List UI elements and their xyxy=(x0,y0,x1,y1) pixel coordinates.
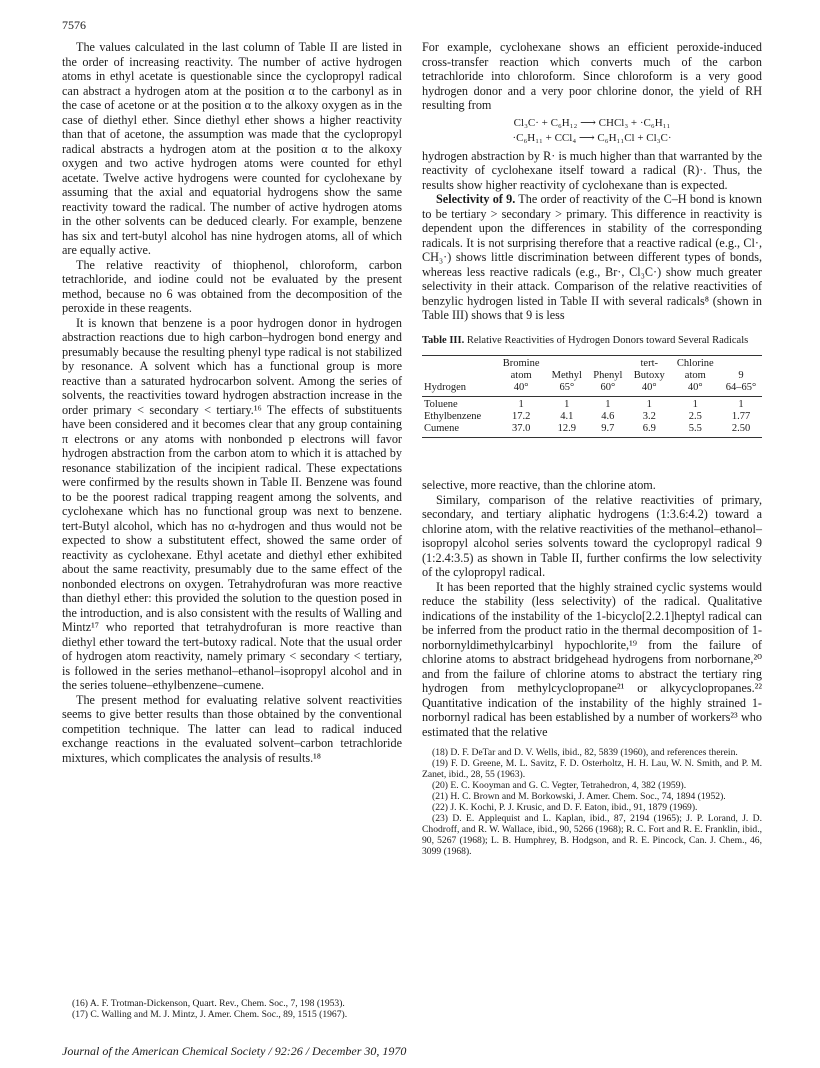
table-cell: Ethylbenzene xyxy=(424,411,482,422)
table-header-cell: Chlorine xyxy=(671,356,721,371)
table-cell: Toluene xyxy=(424,399,458,410)
table-cell: 4.1 xyxy=(560,411,574,422)
footnote: (23) D. E. Applequist and L. Kaplan, ibid., 87, 2194 (1965); J. P. Lorand, J. D. Chodroff, and R. W. Wallace, ibid., 90, 5266 (1968); R. C. Fort and R. E. Franklin, ibid., 90, 5267 (1968); L. B. Humphrey, B. Hodgson, and R. E. Pincock, Can. J. Chem., 46, 3099 (1968). xyxy=(422,813,762,857)
table-cell: 37.0 xyxy=(496,423,546,438)
table-cell: 2.5 xyxy=(688,411,702,422)
table-cell: 1 xyxy=(738,399,744,410)
equation: ·C₆H₁₁ + CCl₄ ⟶ C₆H₁₁Cl + Cl₃C· xyxy=(512,131,672,144)
table-header-row xyxy=(422,382,762,397)
journal-footer: Journal of the American Chemical Society / 92:26 / December 30, 1970 xyxy=(62,1044,407,1058)
table-row xyxy=(422,397,762,412)
left-column xyxy=(62,40,402,765)
table-header-cell: 40° xyxy=(628,382,670,397)
footnote: (22) J. K. Kochi, P. J. Krusic, and D. F. Eaton, ibid., 91, 1879 (1969). xyxy=(432,802,698,813)
table-header-row xyxy=(422,356,762,371)
data-table xyxy=(422,355,762,438)
table-cell: 1 xyxy=(605,399,611,410)
table-header-cell xyxy=(588,356,628,371)
section-heading: Selectivity of 9. xyxy=(436,192,516,206)
body-paragraph: It has been reported that the highly strained cyclic systems would reduce the stability (less selectivity) of the radical. Qualitative indications of the instability of the 1-bicyclo[2.2.1]heptyl radical can be inferred from the product ratio in the thermal decomposition of 1-norbornyldimethylcarbinyl hypochlorite,¹⁹ from the failure of chlorine atoms to abstract bridgehead hydrogens from norbornane,²⁰ and from the failure of chlorine atoms to abstract the tertiary ring hydrogen from methylcyclopropane²¹ or alkycyclopropanes.²² Quantitative indication of the instability of the highly strained 1-norbornyl radical has been established by a number of workers²³ who estimated that the relative xyxy=(422,579,762,739)
body-paragraph xyxy=(422,192,762,323)
table-cell: 4.6 xyxy=(601,411,615,422)
table-header-cell xyxy=(422,356,496,371)
table-header-cell: Butoxy xyxy=(633,370,665,381)
body-paragraph: selective, more reactive, than the chlorine atom. xyxy=(422,478,656,492)
left-footnotes xyxy=(62,998,402,1020)
table-cell: 1.77 xyxy=(731,411,751,422)
table-cell: Cumene xyxy=(422,423,496,438)
footnote: (16) A. F. Trotman-Dickenson, Quart. Rev., Chem. Soc., 7, 198 (1953). xyxy=(72,998,345,1009)
body-paragraph: Similary, comparison of the relative reactivities of primary, secondary, and tertiary aliphatic hydrogens (1:3.6:4.2) toward a chlorine atom, with the relative reactivities of the methanol–ethanol–isopropyl alcohol series solvents toward the cyclopropyl radical 9 (1:2.4:3.5) as shown in Table II, further confirms the low selectivity of the cylopropyl radical. xyxy=(422,492,762,579)
table-cell: 5.5 xyxy=(671,423,721,438)
chemical-equations xyxy=(422,116,762,146)
table-cell: 12.9 xyxy=(546,423,588,438)
table-header-cell: Hydrogen xyxy=(422,382,496,397)
footnote: (19) F. D. Greene, M. L. Savitz, F. D. Osterholtz, H. H. Lau, W. N. Smith, and P. M. Zanet, ibid., 28, 55 (1963). xyxy=(422,758,762,780)
table-header-cell: atom xyxy=(510,370,532,381)
table-header-cell: Phenyl xyxy=(593,370,623,381)
table-row xyxy=(422,423,762,438)
table-header-cell: atom xyxy=(684,370,706,381)
table-header-cell: 64–65° xyxy=(720,382,762,397)
table-cell: 2.50 xyxy=(720,423,762,438)
table-header-cell: tert- xyxy=(628,356,670,371)
table-cell: 6.9 xyxy=(628,423,670,438)
table-header-cell: 40° xyxy=(671,382,721,397)
table-header-cell: 65° xyxy=(546,382,588,397)
table-header-cell: Bromine xyxy=(496,356,546,371)
page-number: 7576 xyxy=(62,18,86,32)
right-column xyxy=(422,40,762,857)
table-cell: 1 xyxy=(564,399,570,410)
table-cell: 1 xyxy=(518,399,524,410)
table-cell: 3.2 xyxy=(642,411,656,422)
table-caption-text: Relative Reactivities of Hydrogen Donors toward Several Radicals xyxy=(466,334,749,346)
table-cell: 9.7 xyxy=(588,423,628,438)
body-paragraph: For example, cyclohexane shows an efficient peroxide-induced cross-transfer reaction which converts much of the carbon tetrachloride into chloroform. Since chloroform is a very good hydrogen donor and a very poor chlorine donor, the yield of RH resulting from xyxy=(422,40,762,112)
body-paragraph: hydrogen abstraction by R· is much higher than that warranted by the reactivity of cyclohexane itself toward a radical (R)·. Thus, the results show higher reactivity of cyclohexane than is expected. xyxy=(422,148,762,192)
table-label: Table III. xyxy=(422,334,465,346)
table-header-cell xyxy=(546,356,588,371)
body-paragraph: The relative reactivity of thiophenol, chloroform, carbon tetrachloride, and iodine could not be evaluated by the present method, because no 6 was obtained from the decomposition of the peroxide in these reagents. xyxy=(62,257,402,315)
table-header-cell: Methyl xyxy=(551,370,582,381)
table-caption xyxy=(422,335,762,348)
body-paragraph: It is known that benzene is a poor hydrogen donor in hydrogen abstraction reactions due to high carbon–hydrogen bond energy and presumably because the resulting phenyl type radical is not stabilized by resonance. A solvent which has a functional group is more reactive than a saturated hydrocarbon solvent. Among the series of solvents, the reactivities toward hydrogen abstraction increase in the order primary < secondary < tertiary.¹⁶ The effects of substituents have been considered and it becomes clear that any group containing π electrons or any atoms with nonbonded p electrons will favor hydrogen abstraction from the carbon atom to which it is attached by resonance stabilization of the incipient radical. These expectations were confirmed by the results shown in Table II. Benzene was found to be the poorest radical trapping reagent among the solvents, and cyclohexane which has no functional group was next to benzene. tert-Butyl alcohol, which has no α-hydrogen and thus would not be expected to show a substitutent effect, showed the same order of reactivity as cyclohexane. Ethyl acetate and diethyl ether exhibited about the same reactivity, presumably due to the same effect of the nonbonded electrons on oxygen. Tetrahydrofuran was more reactive than diethyl ether: this provided the solution to the question posed in the introduction, and is also consistent with the results of Walling and Mintz¹⁷ who reported that tetrahydrofuran is more reactive than diethyl ether toward the tert-butoxy radical. Note that the usual order of hydrogen atom reactivity, namely primary < secondary < tertiary, is followed in the series methanol–ethanol–isopropyl alcohol and in the series toluene–ethylbenzene–cumene. xyxy=(62,315,402,692)
table-header-cell: 60° xyxy=(588,382,628,397)
right-footnotes xyxy=(422,747,762,857)
body-paragraph: The present method for evaluating relative solvent reactivities seems to give better results than those obtained by the conventional competition technique. The latter can lead to radical induced exchange reactions in the evaluated solvent–carbon tetrachloride mixtures, which complicates the analysis of results.¹⁸ xyxy=(62,692,402,765)
footnote: (21) H. C. Brown and M. Borkowski, J. Amer. Chem. Soc., 74, 1894 (1952). xyxy=(432,791,726,802)
table-header-row xyxy=(422,370,762,382)
footnote: (17) C. Walling and M. J. Mintz, J. Amer. Chem. Soc., 89, 1515 (1967). xyxy=(72,1009,348,1020)
table-header-cell xyxy=(422,370,496,382)
table-header-cell: 9 xyxy=(738,370,744,381)
footnote: (18) D. F. DeTar and D. V. Wells, ibid., 82, 5839 (1960), and references therein. xyxy=(432,747,738,758)
table-cell: 1 xyxy=(646,399,652,410)
table-cell: 17.2 xyxy=(511,411,531,422)
body-paragraph: The values calculated in the last column of Table II are listed in the order of increasing reactivity. The number of active hydrogen atoms in ethyl acetate is questionable since the cyclopropyl radical can abstract a hydrogen atom at the position α to the carbonyl as in the case of acetone or at the position α to the alkoxy oxygen as in the case of diethyl ether. Since diethyl ether shows a higher reactivity than that of acetone, the assumption was made that the cyclopropyl radical abstracts a hydrogen atom at the position α to the alkoxy oxygen and two active hydrogen atoms were counted for ethyl acetate. Twelve active hydrogens were counted for cyclohexane by assuming that the axial and equatorial hydrogens show the same reactivity toward the radical. The number of active hydrogen atoms in the other solvents can be deduced clearly. For example, benzene has six and tert-butyl alcohol has nine hydrogen atoms, all of which are equally active. xyxy=(62,40,402,257)
equation: Cl₃C· + C₆H₁₂ ⟶ CHCl₃ + ·C₆H₁₁ xyxy=(513,116,671,129)
table-header-cell: 40° xyxy=(496,382,546,397)
footnote: (20) E. C. Kooyman and G. C. Vegter, Tetrahedron, 4, 382 (1959). xyxy=(432,780,687,791)
table-cell: 1 xyxy=(692,399,698,410)
section-text: The order of reactivity of the C–H bond is known to be tertiary > secondary > primary. This difference in reactivity is dependent upon the differences in stability of the corresponding radicals. It is not surprising therefore that a reactive radical (e.g., Cl·, CH₃·) shows little discrimination between different types of bonds, whereas less reactive radicals (e.g., Br·, Cl₃C·) show much greater selectivity in their attack. Comparison of the relative reactivities of benzylic hydrogen listed in Table II with several radicals⁸ (shown in Table III) shows that 9 is less xyxy=(422,192,763,322)
table-header-cell xyxy=(720,356,762,371)
table-row xyxy=(422,411,762,423)
